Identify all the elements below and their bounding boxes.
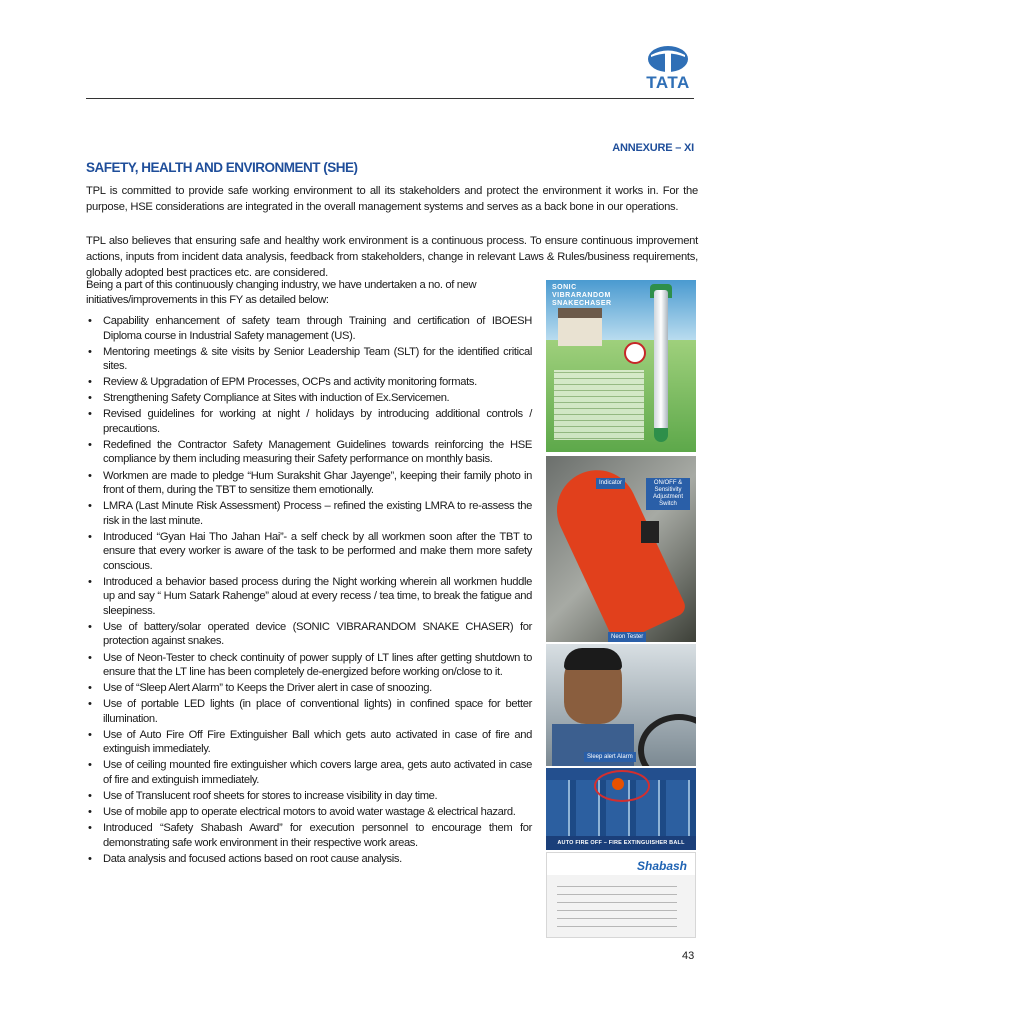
list-item: • LMRA (Last Minute Risk Assessment) Process – refined the existing LMRA to re-assess the risk in the last minute. [86, 499, 532, 528]
list-item: • Revised guidelines for working at night / holidays by introducing additional controls / precautions. [86, 407, 532, 436]
award-letter-text [557, 883, 677, 931]
neon-tester-photo [546, 456, 696, 642]
shabash-brand: Shabash [636, 859, 687, 873]
fire-ball [612, 778, 624, 790]
list-item: • Use of battery/solar operated device (SONIC VIBRARANDOM SNAKE CHASER) for protection against snakes. [86, 620, 532, 649]
list-item: • Workmen are made to pledge “Hum Surakshit Ghar Jayenge”, keeping their family photo in front of them, during the TBT to sensitize them emotionally. [86, 469, 532, 498]
snake-chaser-title: SONIC VIBRARANDOM SNAKECHASER [552, 284, 612, 307]
list-item: • Mentoring meetings & site visits by Senior Leadership Team (SLT) for the identified critical sites. [86, 345, 532, 374]
paragraph-initiatives-intro: Being a part of this continuously changing industry, we have undertaken a no. of new initiatives/improvements in this FY as detailed below: [86, 279, 477, 306]
tester-switch [641, 521, 659, 543]
house-icon [558, 308, 602, 346]
neon-tester-tag: Neon Tester [608, 632, 646, 642]
shabash-award-photo [546, 852, 696, 938]
snake-chaser-device [654, 290, 668, 430]
annexure-label: ANNEXURE – XI [612, 142, 694, 154]
list-item: • Redefined the Contractor Safety Management Guidelines towards reinforcing the HSE compliance by them including measuring their Safety performance on monthly basis. [86, 438, 532, 467]
list-item: • Use of mobile app to operate electrical motors to avoid water wastage & electrical hazard. [86, 805, 532, 820]
sleep-alarm-photo [546, 644, 696, 766]
list-item: • Strengthening Safety Compliance at Sites with induction of Ex.Servicemen. [86, 391, 532, 406]
list-item: • Use of ceiling mounted fire extinguisher which covers large area, gets auto activated in case of fire and extinguish immediately. [86, 758, 532, 787]
device-spike [654, 428, 668, 442]
list-item: • Capability enhancement of safety team through Training and certification of IBOESH Diploma course in Industrial Safety management (US). [86, 314, 532, 343]
list-item: • Review & Upgradation of EPM Processes, OCPs and activity monitoring formats. [86, 375, 532, 390]
indicator-tag: Indicator [596, 478, 625, 489]
list-item: • Use of “Sleep Alert Alarm” to Keeps the Driver alert in case of snoozing. [86, 681, 532, 696]
paragraph-continuous-process: TPL also believes that ensuring safe and healthy work environment is a continuous process. To ensure continuous improvement actions, inputs from incident data analysis, feedback from stakeholders, change in relevant Laws & Rules/business requirements, globally adopted best practices etc. are considered. [86, 235, 698, 279]
tata-wordmark: TATA [646, 73, 690, 92]
header-rule [86, 98, 694, 99]
initiatives-list [86, 314, 532, 868]
list-item: • Use of portable LED lights (in place of conventional lights) in confined space for better illumination. [86, 697, 532, 726]
no-snake-icon [624, 342, 646, 364]
list-item: • Introduced a behavior based process during the Night working wherein all workmen huddle up and say “ Hum Satark Rahenge” aloud at every recess / tea time, to break the fatigue and sleepiness. [86, 575, 532, 619]
sleep-alarm-tag: Sleep alert Alarm [584, 752, 636, 762]
list-item: • Introduced “Gyan Hai Tho Jahan Hai”- a self check by all workmen soon after the TBT to ensure that every worker is aware of the task to be performed and make them more safety conscious. [86, 530, 532, 574]
fire-ball-photo [546, 768, 696, 850]
driver-hair [564, 648, 622, 670]
switch-tag: ON/OFF & Sensitivity Adjustment Switch [646, 478, 690, 510]
list-item: • Use of Translucent roof sheets for stores to increase visibility in day time. [86, 789, 532, 804]
snake-chaser-photo [546, 280, 696, 452]
list-item: • Use of Neon-Tester to check continuity of power supply of LT lines after getting shutdown to ensure that the LT line has been completely de-energized before working on/close to it. [86, 651, 532, 680]
product-description-block [554, 370, 644, 440]
page-number: 43 [682, 950, 695, 962]
fire-ball-caption: AUTO FIRE OFF – FIRE EXTINGUISHER BALL [546, 836, 696, 850]
list-item: • Introduced “Safety Shabash Award” for execution personnel to encourage them for demonstrating safe work environment in their respective work areas. [86, 821, 532, 850]
paragraph-commitment: TPL is committed to provide safe working environment to all its stakeholders and protect the environment it works in. For the purpose, HSE considerations are integrated in the overall management systems and serves as a back bone in our operations. [86, 185, 698, 213]
section-heading: SAFETY, HEALTH AND ENVIRONMENT (SHE) [86, 160, 358, 175]
list-item: • Data analysis and focused actions based on root cause analysis. [86, 852, 532, 867]
list-item: • Use of Auto Fire Off Fire Extinguisher Ball which gets auto activated in case of fire and extinguish immediately. [86, 728, 532, 757]
